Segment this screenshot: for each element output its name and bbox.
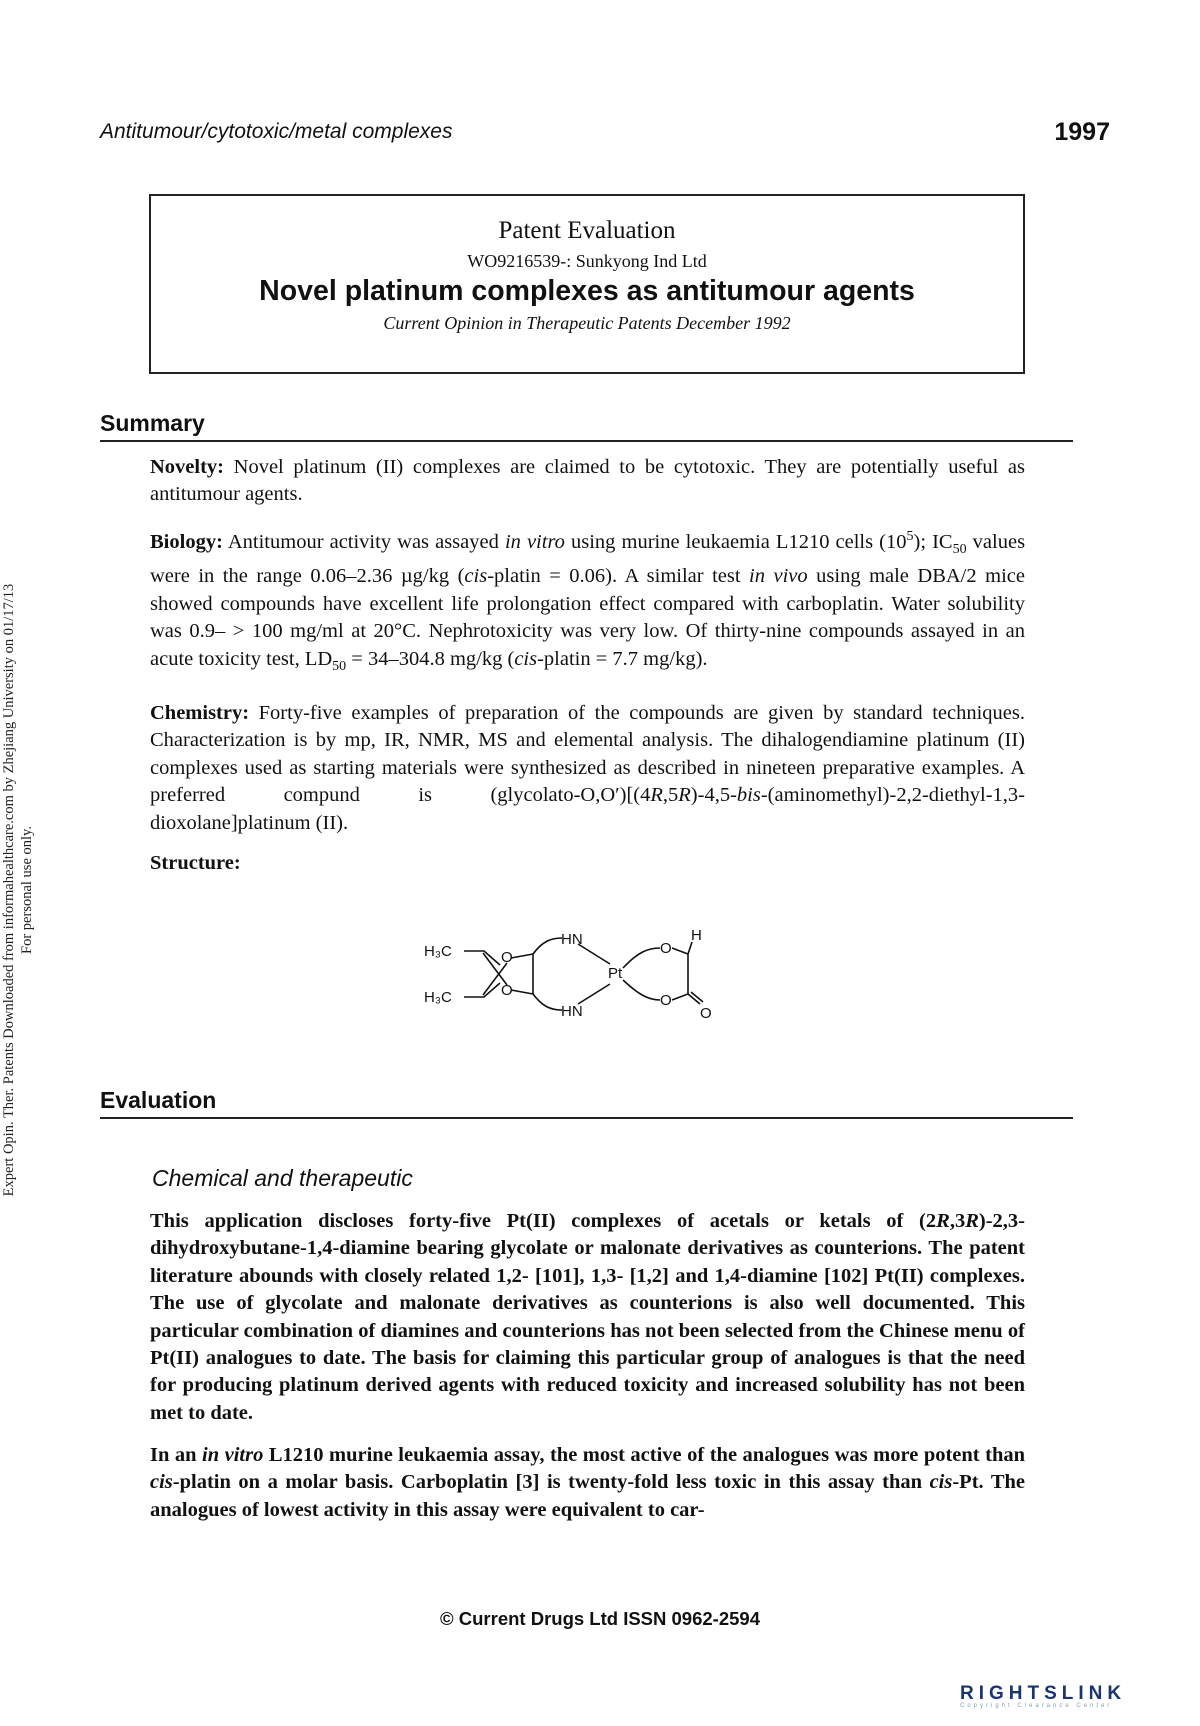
biology-text: values were in the range 0.06–2.36 µg/kg ( <box>150 530 1026 588</box>
personal-use-notice: For personal use only. <box>19 826 35 954</box>
amine-atom-label: HN <box>561 931 583 948</box>
biology-superscript: 5 <box>906 529 914 544</box>
biology-text-italic: cis <box>464 565 488 588</box>
methyl-group-label: H₃C <box>424 989 452 1006</box>
evaluation-heading-rule <box>100 1083 1073 1119</box>
bond-line <box>533 938 562 954</box>
bond-line <box>623 948 660 968</box>
download-notice-line: Expert Opin. Ther. Patents Downloaded from informahealthcare.com by Zhejiang University on 01/17/13 <box>1 583 17 1197</box>
chemistry-text-italic: R <box>650 784 663 807</box>
biology-subscript: 50 <box>952 541 967 557</box>
chemistry-text: )-4,5- <box>690 784 737 807</box>
evaluation-text-italic: in vitro <box>202 1444 264 1466</box>
biology-text: -platin = 7.7 mg/kg). <box>537 647 708 670</box>
patent-number: WO9216539-: Sunkyong Ind Ltd <box>467 251 707 271</box>
bond-line <box>511 954 533 958</box>
biology-text: = 34–304.8 mg/kg ( <box>351 647 515 670</box>
biology-subscript: 50 <box>332 658 347 674</box>
novelty-paragraph <box>150 454 1025 509</box>
bond-line <box>533 994 562 1010</box>
evaluation-text: -platin on a molar basis. Carboplatin [3] is twenty-fold less toxic in this assay than <box>172 1471 923 1494</box>
evaluation-text: )-2,3-dihydroxybutane-1,4-diamine bearing glycolate or malonate derivatives as counterions. The patent literature abounds with closely related 1,2- [101], 1,3- [1,2] and 1,4-diamine [102] Pt(II) complexes. The use of glycolate and malonate derivatives as counterions is also well documented. This particular combination of diamines and counterions has not been selected from the Chinese menu of Pt(II) analogues to date. The basis for claiming this particular group of analogues is that the need for producing platinum derived agents with reduced toxicity and increased solubility has not been met to date. <box>150 1210 1025 1424</box>
journal-section-title: Antitumour/cytotoxic/metal complexes <box>100 120 453 143</box>
biology-text: ); IC <box>913 530 953 553</box>
biology-text: using male DBA/2 mice showed compounds have excellent life prolongation effect compared with carboplatin. Water solubility was 0.9– > 100 mg/ml at 20°C. Nephrotoxicity was very low. Of thirty-nine compounds assayed in an acute toxicity test, LD <box>150 565 1025 670</box>
chemistry-text-italic: bis <box>736 784 761 807</box>
methyl-group-label: H₃C <box>424 943 452 960</box>
evaluation-subheading: Chemical and therapeutic <box>152 1165 413 1191</box>
structure-paragraph <box>150 850 1025 877</box>
biology-text-italic: in vivo <box>749 565 808 588</box>
page-number: 1997 <box>1054 118 1110 146</box>
platinum-atom-label: Pt <box>608 965 623 982</box>
novelty-text: Novel platinum (II) complexes are claimed to be cytotoxic. They are potentially useful as antitumour agents. <box>150 456 1026 506</box>
hydrogen-atom-label: H <box>691 927 702 944</box>
bond-line <box>672 948 688 1000</box>
summary-heading-rule <box>100 406 1073 442</box>
article-title: Novel platinum complexes as antitumour agents <box>259 275 915 307</box>
amine-atom-label: HN <box>561 1003 583 1020</box>
biology-text: -platin = 0.06). A similar test <box>487 565 741 588</box>
copyright-issn-footer: © Current Drugs Ltd ISSN 0962-2594 <box>439 1608 760 1629</box>
patent-header-box <box>149 194 1025 374</box>
biology-text-italic: in vitro <box>504 530 565 553</box>
running-head <box>100 120 1110 150</box>
chemistry-label: Chemistry: <box>150 702 250 724</box>
evaluation-text: ,3 <box>949 1210 966 1232</box>
rightslink-tagline: Copyright Clearance Center <box>960 1703 1113 1709</box>
chemistry-paragraph <box>150 700 1025 837</box>
article-source: Current Opinion in Therapeutic Patents December 1992 <box>383 313 791 333</box>
chemistry-text: -(aminomethyl)-2,2-diethyl-1,3-dioxolane]platinum (II). <box>150 784 1025 834</box>
structure-label: Structure: <box>150 852 241 874</box>
biology-text-italic: cis <box>514 647 538 670</box>
evaluation-heading: Evaluation <box>100 1087 217 1113</box>
chemical-structure <box>420 920 730 1030</box>
evaluation-text: This application discloses forty-five Pt(II) complexes of acetals or ketals of (2 <box>150 1210 937 1232</box>
download-notice <box>0 580 60 1200</box>
bond-line <box>464 983 500 997</box>
evaluation-text-italic: R <box>936 1210 950 1232</box>
evaluation-text-italic: cis <box>150 1471 173 1494</box>
bond-line <box>511 990 533 994</box>
biology-paragraph <box>150 523 1025 680</box>
rightslink-logo <box>960 1683 1200 1723</box>
rightslink-wordmark: RIGHTSLINK <box>960 1683 1127 1704</box>
oxygen-atom-label: O <box>501 982 513 999</box>
chemistry-text: Forty-five examples of preparation of the compounds are given by standard techniques. Characterization is by mp, IR, NMR, MS and elemental analysis. The dihalogendiamine platinum (II) complexes used as starting materials were synthesized as described in nineteen preparative examples. A preferred compund is (glycolato-O,O′)[(4 <box>150 702 1026 807</box>
evaluation-text-italic: R <box>965 1210 979 1232</box>
bond-line <box>623 980 660 1000</box>
carbonyl-oxygen-label: O <box>700 1005 712 1022</box>
novelty-label: Novelty: <box>150 456 225 478</box>
bond-line <box>578 984 610 1004</box>
evaluation-text: In an <box>150 1444 197 1466</box>
bond-line <box>578 944 610 964</box>
chemistry-text-italic: R <box>678 784 691 807</box>
evaluation-text: -Pt. The analogues of lowest activity in this assay were equivalent to car- <box>150 1471 1025 1521</box>
biology-text: Antitumour activity was assayed <box>227 530 499 553</box>
chemistry-text: ,5 <box>662 784 679 807</box>
biology-text: using murine leukaemia L1210 cells (10 <box>571 530 907 553</box>
biology-label: Biology: <box>150 530 223 553</box>
summary-heading: Summary <box>100 410 205 436</box>
oxygen-atom-label: O <box>660 992 672 1009</box>
evaluation-kicker: Patent Evaluation <box>498 217 676 244</box>
evaluation-paragraph-1 <box>150 1208 1025 1427</box>
evaluation-text-italic: cis <box>929 1471 953 1494</box>
oxygen-atom-label: O <box>660 940 672 957</box>
evaluation-paragraph-2 <box>150 1442 1025 1524</box>
oxygen-atom-label: O <box>501 949 513 966</box>
evaluation-text: L1210 murine leukaemia assay, the most active of the analogues was more potent than <box>268 1444 1025 1466</box>
bond-line <box>464 951 500 965</box>
